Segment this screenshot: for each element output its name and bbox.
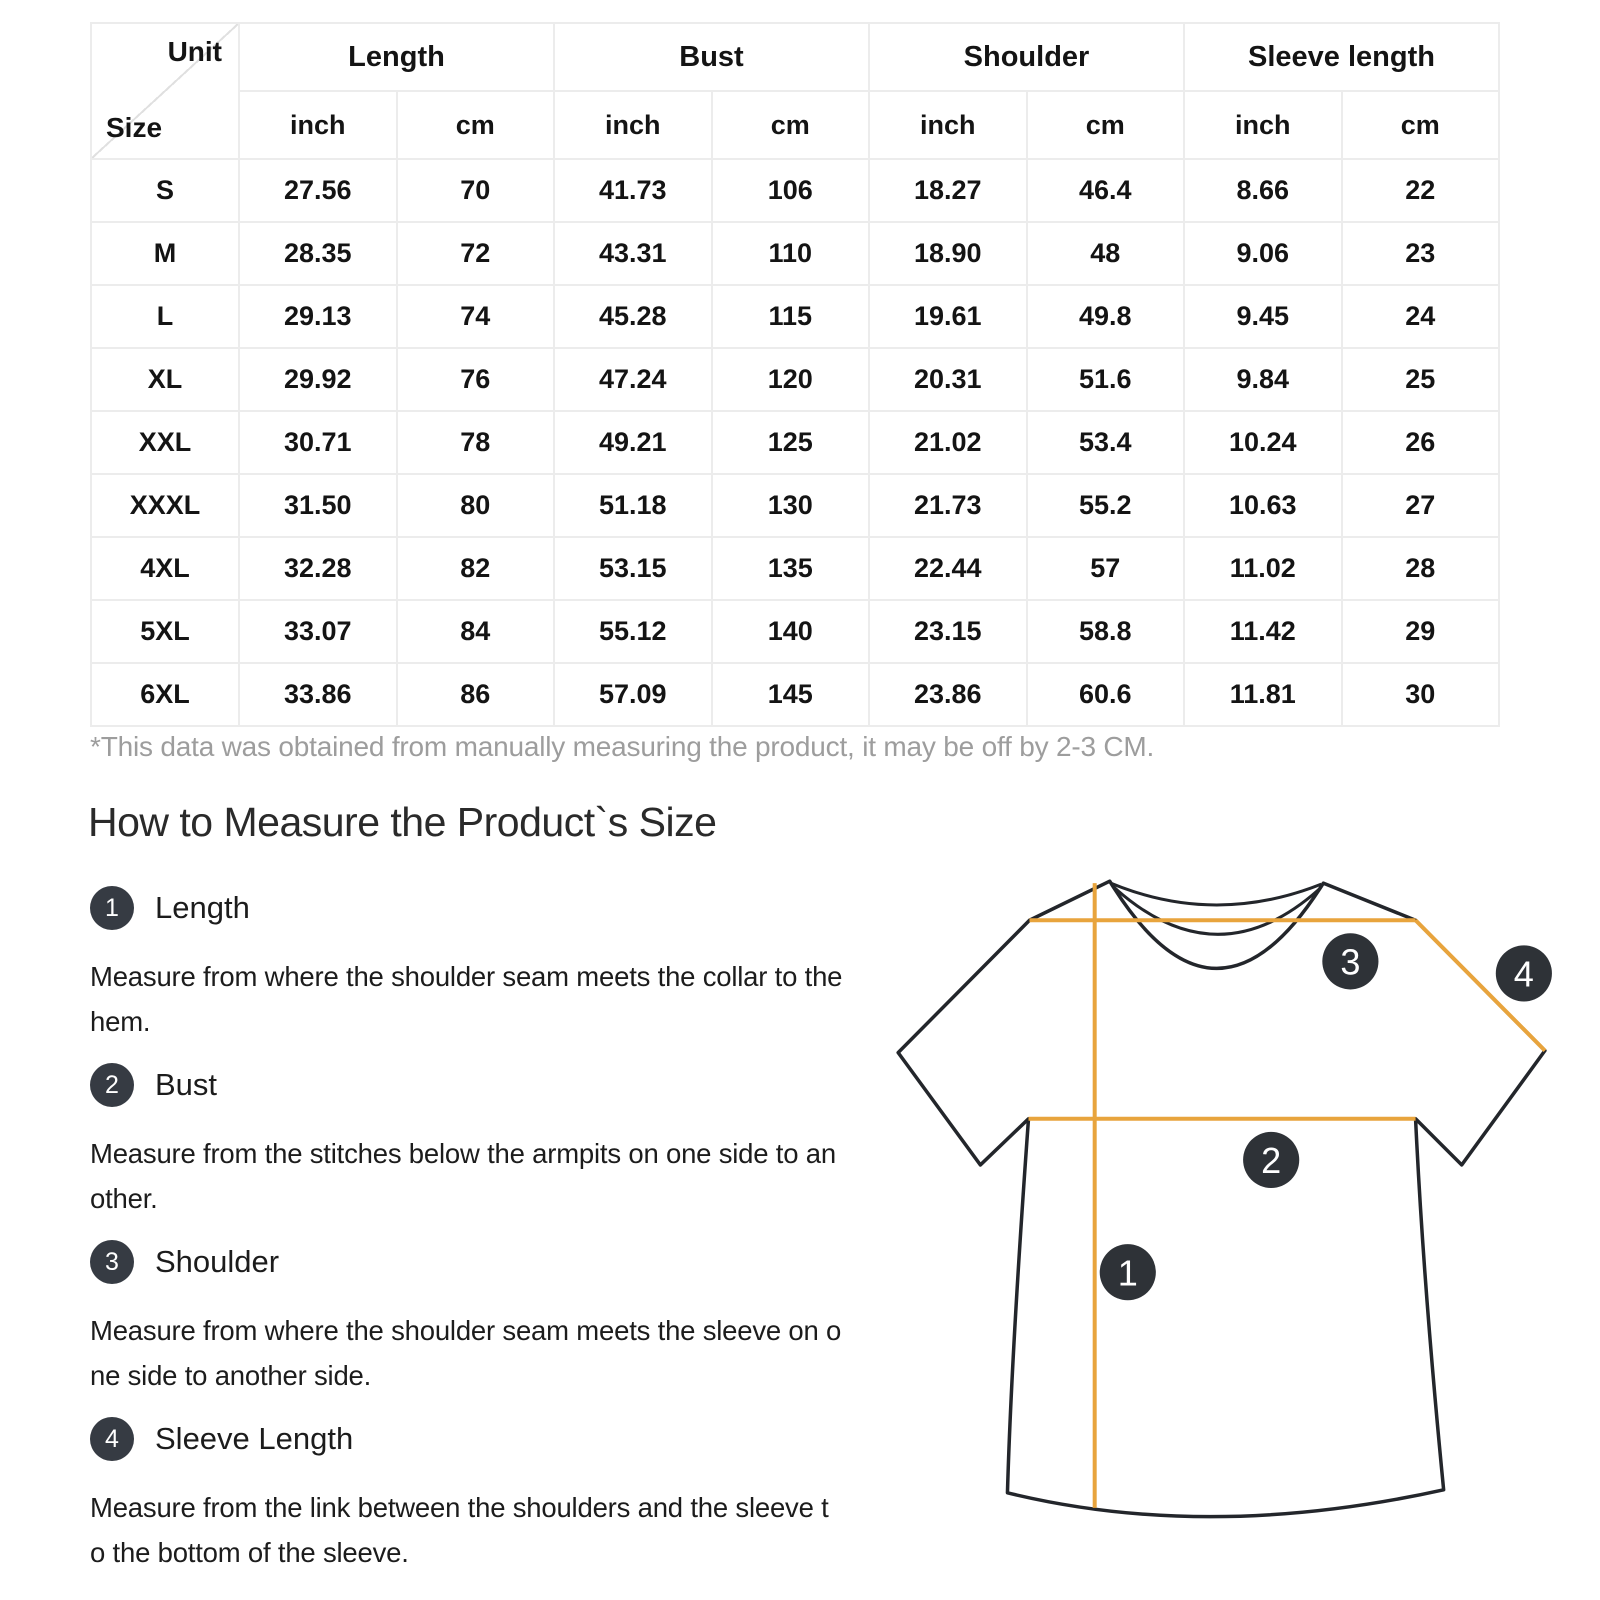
diagram-badge-number: 3 [1340,941,1361,983]
corner-cell [91,23,239,159]
measurement-cell: 18.90 [869,222,1027,285]
measurement-cell: 27 [1342,474,1500,537]
measurement-cell: 9.06 [1184,222,1342,285]
measurement-cell: 130 [712,474,870,537]
measurement-cell: 140 [712,600,870,663]
size-cell: XL [91,348,239,411]
unit-header-cell: cm [1027,91,1185,159]
measurement-cell: 11.81 [1184,663,1342,726]
size-table-body [91,159,1499,726]
table-header-group-row [91,23,1499,91]
measurement-cell: 33.07 [239,600,397,663]
diagram-badge-2 [1243,1132,1299,1188]
measurement-cell: 51.6 [1027,348,1185,411]
measurement-cell: 18.27 [869,159,1027,222]
measurement-cell: 115 [712,285,870,348]
measurement-cell: 9.84 [1184,348,1342,411]
measurement-cell: 125 [712,411,870,474]
step-description-line: Measure from the stitches below the armpits on one side to an [90,1138,836,1169]
size-chart-table [90,22,1500,727]
measurement-cell: 48 [1027,222,1185,285]
measurement-cell: 22.44 [869,537,1027,600]
unit-header-cell: cm [397,91,555,159]
unit-header-cell: cm [712,91,870,159]
size-cell: 6XL [91,663,239,726]
measurement-cell: 46.4 [1027,159,1185,222]
measurement-cell: 53.4 [1027,411,1185,474]
step-number-badge [90,1063,134,1107]
measurement-cell: 51.18 [554,474,712,537]
measurement-cell: 86 [397,663,555,726]
step-number: 2 [105,1070,119,1099]
measurement-cell: 135 [712,537,870,600]
size-label: Size [106,112,163,143]
step-description [90,1485,890,1575]
measurement-cell: 82 [397,537,555,600]
measurement-cell: 29 [1342,600,1500,663]
step-number: 1 [105,893,119,922]
diagram-badge-number: 4 [1513,953,1534,995]
tshirt-svg [858,826,1560,1558]
collar-back-line [1111,883,1322,905]
size-cell: M [91,222,239,285]
measurement-cell: 31.50 [239,474,397,537]
table-row [91,411,1499,474]
step-number-badge [90,886,134,930]
measurement-cell: 106 [712,159,870,222]
measurement-cell: 78 [397,411,555,474]
step-description-line: ne side to another side. [90,1360,372,1391]
unit-header-cell: inch [239,91,397,159]
measurement-cell: 23 [1342,222,1500,285]
size-cell: XXL [91,411,239,474]
measurement-cell: 30 [1342,663,1500,726]
unit-header-cell: cm [1342,91,1500,159]
step-header [90,1240,890,1284]
step-number-badge [90,1240,134,1284]
step-number: 4 [105,1424,119,1453]
measurement-cell: 9.45 [1184,285,1342,348]
table-row [91,600,1499,663]
step-title: Sleeve Length [155,1421,354,1456]
size-chart-table-container [90,22,1500,727]
step-description-line: hem. [90,1006,151,1037]
measurement-cell: 24 [1342,285,1500,348]
measurement-cell: 8.66 [1184,159,1342,222]
diagram-badge-3 [1322,933,1378,989]
step-description [90,1308,890,1398]
measurement-disclaimer: *This data was obtained from manually measuring the product, it may be off by 2-3 CM. [90,731,1155,762]
unit-label: Unit [167,36,222,67]
size-cell: 5XL [91,600,239,663]
measure-steps [90,886,890,1594]
tshirt-measurement-diagram [858,826,1560,1558]
measurement-cell: 76 [397,348,555,411]
table-header-unit-row [91,91,1499,159]
size-cell: XXXL [91,474,239,537]
measurement-cell: 120 [712,348,870,411]
measurement-cell: 10.63 [1184,474,1342,537]
unit-header-cell: inch [1184,91,1342,159]
group-header-sleeve-length: Sleeve length [1184,23,1499,91]
unit-header-cell: inch [554,91,712,159]
measurement-cell: 32.28 [239,537,397,600]
measurement-cell: 70 [397,159,555,222]
table-row [91,537,1499,600]
measurement-cell: 29.13 [239,285,397,348]
step-title: Bust [155,1067,218,1102]
measurement-cell: 45.28 [554,285,712,348]
step-description [90,954,890,1044]
group-header-length: Length [239,23,554,91]
unit-header-cell: inch [869,91,1027,159]
table-row [91,159,1499,222]
measurement-cell: 110 [712,222,870,285]
size-cell: L [91,285,239,348]
step-description-line: Measure from where the shoulder seam meets the sleeve on o [90,1315,842,1346]
measurement-cell: 55.2 [1027,474,1185,537]
measurement-cell: 30.71 [239,411,397,474]
diagram-badge-4 [1496,945,1552,1001]
measurement-cell: 10.24 [1184,411,1342,474]
measurement-cell: 80 [397,474,555,537]
step-bust [90,1063,890,1221]
step-header [90,1417,890,1461]
table-row [91,348,1499,411]
step-length [90,886,890,1044]
measurement-cell: 145 [712,663,870,726]
measurement-cell: 84 [397,600,555,663]
step-sleeve-length [90,1417,890,1575]
guide-heading: How to Measure the Product`s Size [88,799,717,845]
size-cell: S [91,159,239,222]
measurement-cell: 72 [397,222,555,285]
measurement-cell: 26 [1342,411,1500,474]
step-description-line: other. [90,1183,158,1214]
measurement-cell: 49.8 [1027,285,1185,348]
table-row [91,222,1499,285]
measurement-cell: 53.15 [554,537,712,600]
step-description-line: o the bottom of the sleeve. [90,1537,409,1568]
step-title: Shoulder [155,1244,280,1279]
measurement-cell: 25 [1342,348,1500,411]
measurement-cell: 58.8 [1027,600,1185,663]
diagram-badge-1 [1100,1244,1156,1300]
tshirt-outline [898,881,1545,1517]
group-header-bust: Bust [554,23,869,91]
step-description-line: Measure from the link between the shoulders and the sleeve t [90,1492,829,1523]
step-description-line: Measure from where the shoulder seam meets the collar to the [90,961,843,992]
measurement-cell: 28 [1342,537,1500,600]
measurement-cell: 33.86 [239,663,397,726]
measurement-cell: 55.12 [554,600,712,663]
table-row [91,663,1499,726]
measurement-cell: 49.21 [554,411,712,474]
measurement-cell: 27.56 [239,159,397,222]
measurement-cell: 29.92 [239,348,397,411]
group-header-shoulder: Shoulder [869,23,1184,91]
step-description [90,1131,890,1221]
step-number-badge [90,1417,134,1461]
measurement-cell: 74 [397,285,555,348]
measurement-cell: 11.02 [1184,537,1342,600]
step-shoulder [90,1240,890,1398]
step-number: 3 [105,1247,119,1276]
measurement-cell: 47.24 [554,348,712,411]
measurement-cell: 60.6 [1027,663,1185,726]
measurement-cell: 28.35 [239,222,397,285]
size-cell: 4XL [91,537,239,600]
table-row [91,474,1499,537]
measurement-cell: 57.09 [554,663,712,726]
measurement-cell: 57 [1027,537,1185,600]
measurement-cell: 11.42 [1184,600,1342,663]
measurement-cell: 21.02 [869,411,1027,474]
measurement-cell: 43.31 [554,222,712,285]
measurement-cell: 20.31 [869,348,1027,411]
step-header [90,1063,890,1107]
table-row [91,285,1499,348]
measurement-cell: 23.15 [869,600,1027,663]
diagram-badge-number: 1 [1117,1252,1138,1294]
measurement-cell: 41.73 [554,159,712,222]
step-header [90,886,890,930]
measurement-cell: 22 [1342,159,1500,222]
diagram-badge-number: 2 [1261,1139,1282,1181]
measurement-cell: 19.61 [869,285,1027,348]
measurement-cell: 21.73 [869,474,1027,537]
step-title: Length [155,890,250,925]
measurement-cell: 23.86 [869,663,1027,726]
